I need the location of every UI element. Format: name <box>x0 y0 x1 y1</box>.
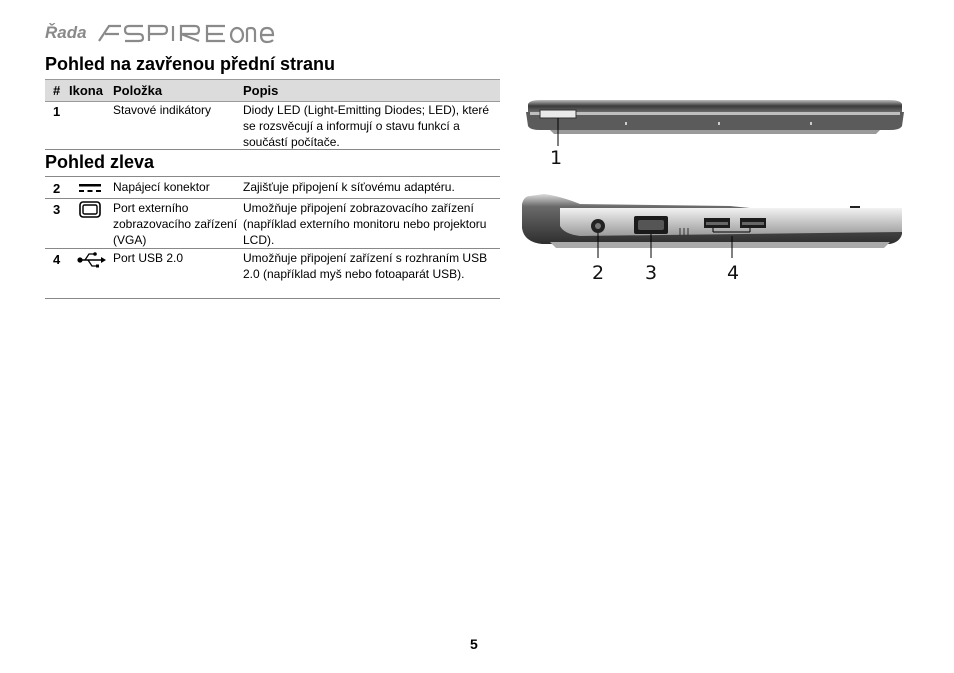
callout-2: 2 <box>592 262 605 284</box>
series-header <box>45 20 275 46</box>
divider <box>45 298 500 299</box>
col-icon-header: Ikona <box>69 83 103 98</box>
section-title-left: Pohled zleva <box>45 152 155 172</box>
col-item-header: Položka <box>113 83 163 98</box>
row-description: Diody LED (Light-Emitting Diodes; LED), které se rozsvěcují a informují o stavu funkcí a součástí počítače. <box>243 103 490 149</box>
row-number: 2 <box>53 181 61 196</box>
laptop-front-illustration <box>520 96 910 176</box>
row-number: 4 <box>53 252 61 267</box>
section-title-front: Pohled na zavřenou přední stranu <box>45 54 336 74</box>
table-row <box>45 249 500 297</box>
usb-icon <box>77 251 107 269</box>
divider <box>45 149 500 150</box>
row-item: Port externího zobrazovacího zařízení (VGA) <box>113 201 238 247</box>
row-number: 3 <box>53 202 61 217</box>
table-row <box>45 199 500 247</box>
page-number: 5 <box>470 636 478 652</box>
table-header <box>45 79 500 102</box>
dc-power-icon <box>77 180 107 198</box>
row-item: Port USB 2.0 <box>113 251 184 265</box>
callout-4: 4 <box>727 262 740 284</box>
table-row <box>45 101 500 149</box>
col-desc-header: Popis <box>243 83 279 98</box>
row-item: Napájecí konektor <box>113 180 210 194</box>
aspire-one-logo <box>95 21 275 45</box>
callout-1: 1 <box>550 147 563 169</box>
series-label: Řada <box>45 23 87 42</box>
row-number: 1 <box>53 104 61 119</box>
divider <box>45 176 500 177</box>
table-row <box>45 178 500 198</box>
laptop-left-illustration <box>520 186 910 296</box>
row-description: Umožňuje připojení zařízení s rozhraním USB 2.0 (například myš nebo fotoaparát USB). <box>243 251 488 281</box>
row-item: Stavové indikátory <box>113 103 212 117</box>
col-num-header: # <box>53 83 61 98</box>
callout-3: 3 <box>645 262 658 284</box>
row-description: Umožňuje připojení zobrazovacího zařízení (například externího monitoru nebo projektoru LCD). <box>243 201 487 247</box>
row-description: Zajišťuje připojení k síťovému adaptéru. <box>243 180 455 194</box>
monitor-icon <box>77 201 107 219</box>
